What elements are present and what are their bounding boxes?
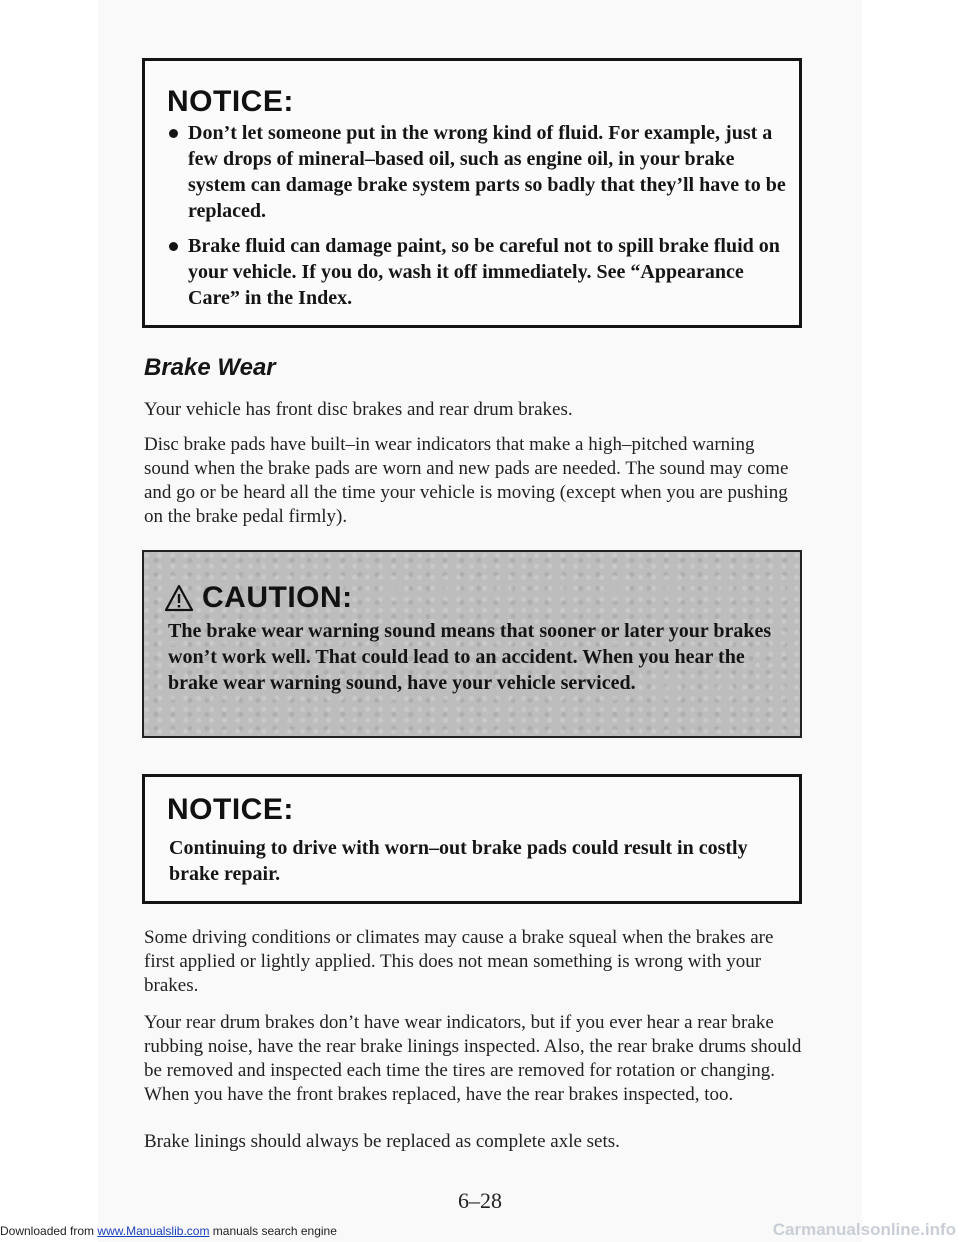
notice-item-wrong-fluid <box>188 120 788 224</box>
manualslib-link[interactable]: www.Manualslib.com <box>97 1224 210 1238</box>
notice-box-worn-pads <box>142 774 802 904</box>
site-watermark: Carmanualsonline.info <box>772 1220 956 1239</box>
footer-prefix: Downloaded from <box>0 1224 95 1238</box>
warning-triangle-icon <box>164 584 194 612</box>
paragraph-wear-indicators: Disc brake pads have built–in wear indicators that make a high–pitched warning sound when the brake pads are worn and new pads are needed. The sound may come and go or be heard all the time your vehicle is moving (except when you are pushing on the brake pedal firmly). <box>144 434 789 527</box>
bullet-icon <box>169 242 178 251</box>
bullet-icon <box>169 129 178 138</box>
paragraph-rear-drum: Your rear drum brakes don’t have wear indicators, but if you ever hear a rear brake rubbing noise, have the rear brake linings inspected. Also, the rear brake drums should be removed and inspected each time the tires are removed for rotation or changing. When you have the front brakes replaced, have the rear brakes inspected, too. <box>144 1012 802 1105</box>
caution-box <box>142 550 802 738</box>
caution-title: CAUTION: <box>202 581 353 614</box>
notice-title: NOTICE: <box>167 85 294 118</box>
page-number: 6–28 <box>458 1188 502 1213</box>
footer-suffix: manuals search engine <box>212 1224 337 1238</box>
notice-title: NOTICE: <box>167 793 294 826</box>
notice-box-fluid <box>142 58 802 328</box>
paragraph-brake-squeal: Some driving conditions or climates may cause a brake squeal when the brakes are first applied or lightly applied. This does not mean something is wrong with your brakes. <box>144 927 774 996</box>
notice-item-paint-damage <box>188 233 788 311</box>
download-footer <box>0 1224 337 1238</box>
notice-item-text: Brake fluid can damage paint, so be careful not to spill brake fluid on your vehicle. If you do, wash it off immediately. See “Appearance Care” in the Index. <box>188 235 780 309</box>
caution-text: The brake wear warning sound means that sooner or later your brakes won’t work well. That could lead to an accident. When you hear the brake wear warning sound, have your vehicle serviced. <box>168 620 772 694</box>
notice-text: Continuing to drive with worn–out brake pads could result in costly brake repair. <box>169 837 748 885</box>
paragraph-axle-sets: Brake linings should always be replaced as complete axle sets. <box>144 1131 620 1152</box>
notice-item-text: Don’t let someone put in the wrong kind of fluid. For example, just a few drops of mineral–based oil, such as engine oil, in your brake system can damage brake system parts so badly that they’ll have to be replaced. <box>188 122 786 222</box>
section-heading: Brake Wear <box>144 354 276 381</box>
paragraph-disc-drum: Your vehicle has front disc brakes and rear drum brakes. <box>144 399 573 420</box>
